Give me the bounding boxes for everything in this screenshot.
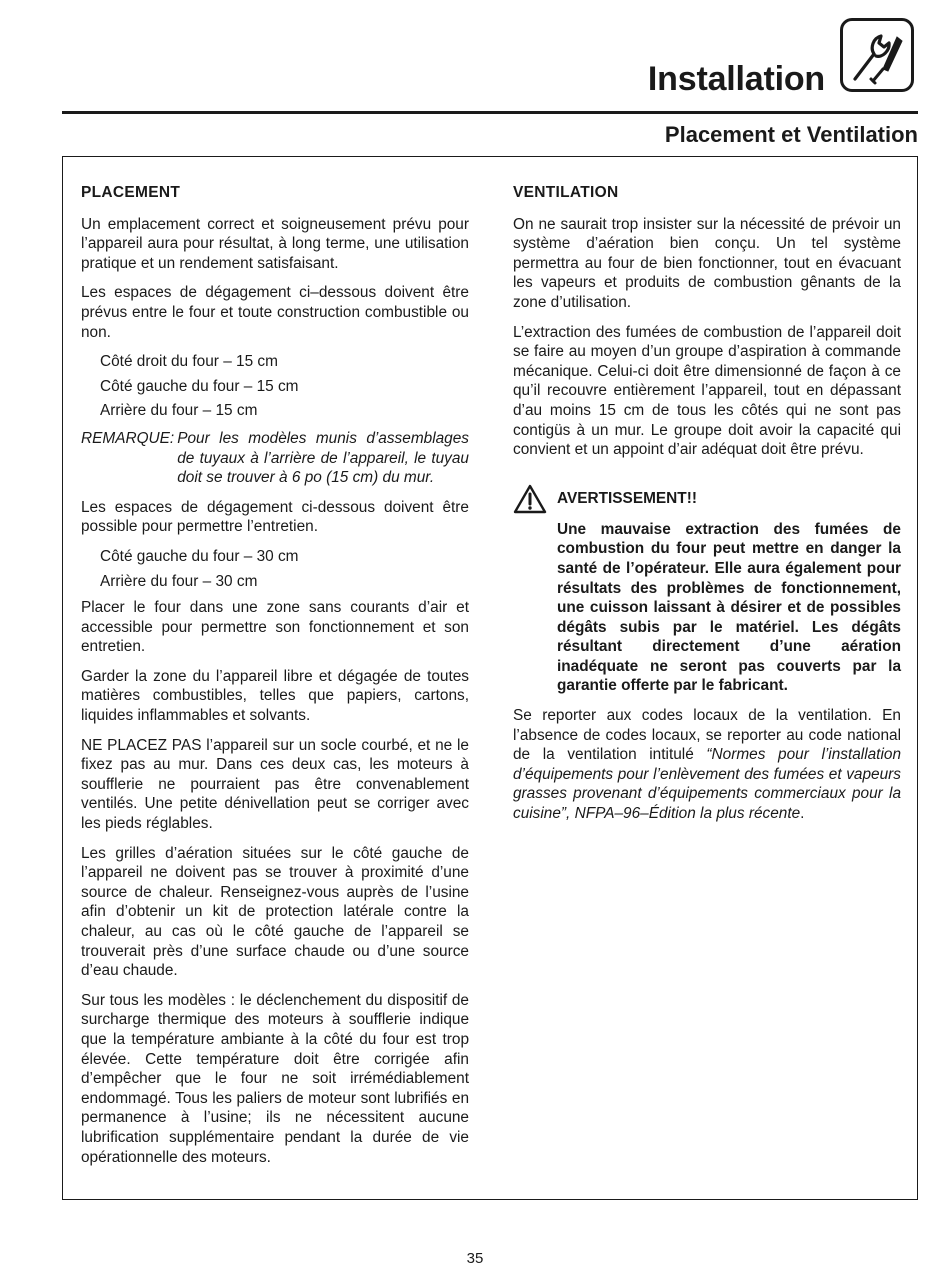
paragraph: Les grilles d’aération situées sur le côté gauche de l’appareil ne doivent pas se trouver à proximité d’une source de chaleur. Renseignez-vous auprès de l’usine afin d’obtenir un kit de protection latérale contre la chaleur, au cas où le côté gauche de l’appareil se trouverait près d’une surface chaude ou d’une source d’eau chaude. [81,844,469,980]
paragraph: On ne saurait trop insister sur la nécessité de prévoir un système d’aération bien conçu. Un tel système permettra au four de bien fonctionner, tout en évacuant les vapeurs et produits de combustion gênants de la zone d’utilisation. [513,215,901,311]
content-frame [62,156,918,1200]
placement-heading: PLACEMENT [81,184,181,201]
clearance-item: Côté gauche du four – 15 cm [100,377,299,395]
clearance-item: Arrière du four – 15 cm [100,402,258,420]
paragraph: NE PLACEZ PAS l’appareil sur un socle courbé, et ne le fixez pas au mur. Dans ces deux cas, les moteurs à soufflerie ne pourraient pas être convenablement ventilés. Une petite dénivellation peut se corriger avec les pieds réglables. [81,736,469,833]
placement-column [81,183,469,1177]
warning-header [513,484,901,514]
ventilation-heading: VENTILATION [513,184,619,201]
warning-text: Une mauvaise extraction des fumées de combustion du four peut mettre en danger la santé de l’opérateur. Elle aura également pour résultats des problèmes de fonctionnement, une cuisson laissant à désirer et de possibles dégâts subis par le matériel. Les dégâts résultant directement d’une aération inadéquate ne seront pas couverts par la garantie offerte par le fabricant. [557,520,901,695]
clearance-item: Côté gauche du four – 30 cm [100,547,299,565]
paragraph-end: . [800,805,805,823]
section-title: Placement et Ventilation [664,122,918,147]
paragraph: Sur tous les modèles : le déclenchement du dispositif de surcharge thermique des moteurs à soufflerie indique que la température ambiante à la côté du four est trop élevée. Cette température doit être corrigée afin d’empêcher que le four ne soit irrémédiablement endommagé. Tous les paliers de moteur sont lubrifiés en permanence à l’usine; ils ne nécessitent aucune lubrification supplémentaire pendant la durée de vie opérationnelle des moteurs. [81,991,469,1166]
paragraph: Les espaces de dégagement ci–dessous doivent être prévus entre le four et toute construction combustible ou non. [81,284,469,341]
page-number: 35 [466,1250,484,1267]
warning-triangle-icon [513,484,547,514]
header-divider [62,111,918,114]
ventilation-column [513,183,901,834]
page-title: Installation [647,60,825,98]
paragraph: Les espaces de dégagement ci-dessous doivent être possible pour permettre l’entretien. [81,498,469,536]
wrench-screwdriver-icon [840,18,914,92]
code-reference: “Normes pour l’installation d’équipements pour l’enlèvement des fumées et vapeurs grasses provenant d’équipements commerciaux pour la cuisine”, NFPA–96–Édition la plus récente [513,746,902,823]
note-text: Pour les modèles munis d’assemblages de tuyaux à l’arrière de l’appareil, le tuyau doit se trouver à 6 po (15 cm) du mur. [177,429,469,487]
note-label: REMARQUE: [81,429,175,447]
paragraph [513,706,901,824]
paragraph: Un emplacement correct et soigneusement prévu pour l’appareil aura pour résultat, à long terme, une utilisation pratique et un rendement satisfaisant. [81,215,469,272]
clearance-item: Côté droit du four – 15 cm [100,353,278,371]
paragraph: Garder la zone du l’appareil libre et dégagée de toutes matières combustibles, telles que papiers, cartons, liquides inflammables et solvants. [81,667,469,725]
warning-title: AVERTISSEMENT!! [557,489,697,507]
clearance-item: Arrière du four – 30 cm [100,572,258,590]
note [81,429,469,488]
paragraph-text: Se reporter aux codes locaux de la ventilation. En l’absence de codes locaux, se reporter au code national de la ventilation intitulé [513,707,901,764]
paragraph: L’extraction des fumées de combustion de l’appareil doit se faire au moyen d’un groupe d’aspiration à commande mécanique. Celui-ci doit être dimensionné de façon à ce qu’il recouvre entièrement l’appareil, tout en dépassant d’au moins 15 cm de tous les côtés qui ne sont pas contigüs à un mur. Le groupe doit avoir la capacité qui convient et un appoint d’air adéquat doit être prévu. [513,323,901,459]
paragraph: Placer le four dans une zone sans courants d’air et accessible pour permettre son fonctionnement et son entretien. [81,599,469,656]
